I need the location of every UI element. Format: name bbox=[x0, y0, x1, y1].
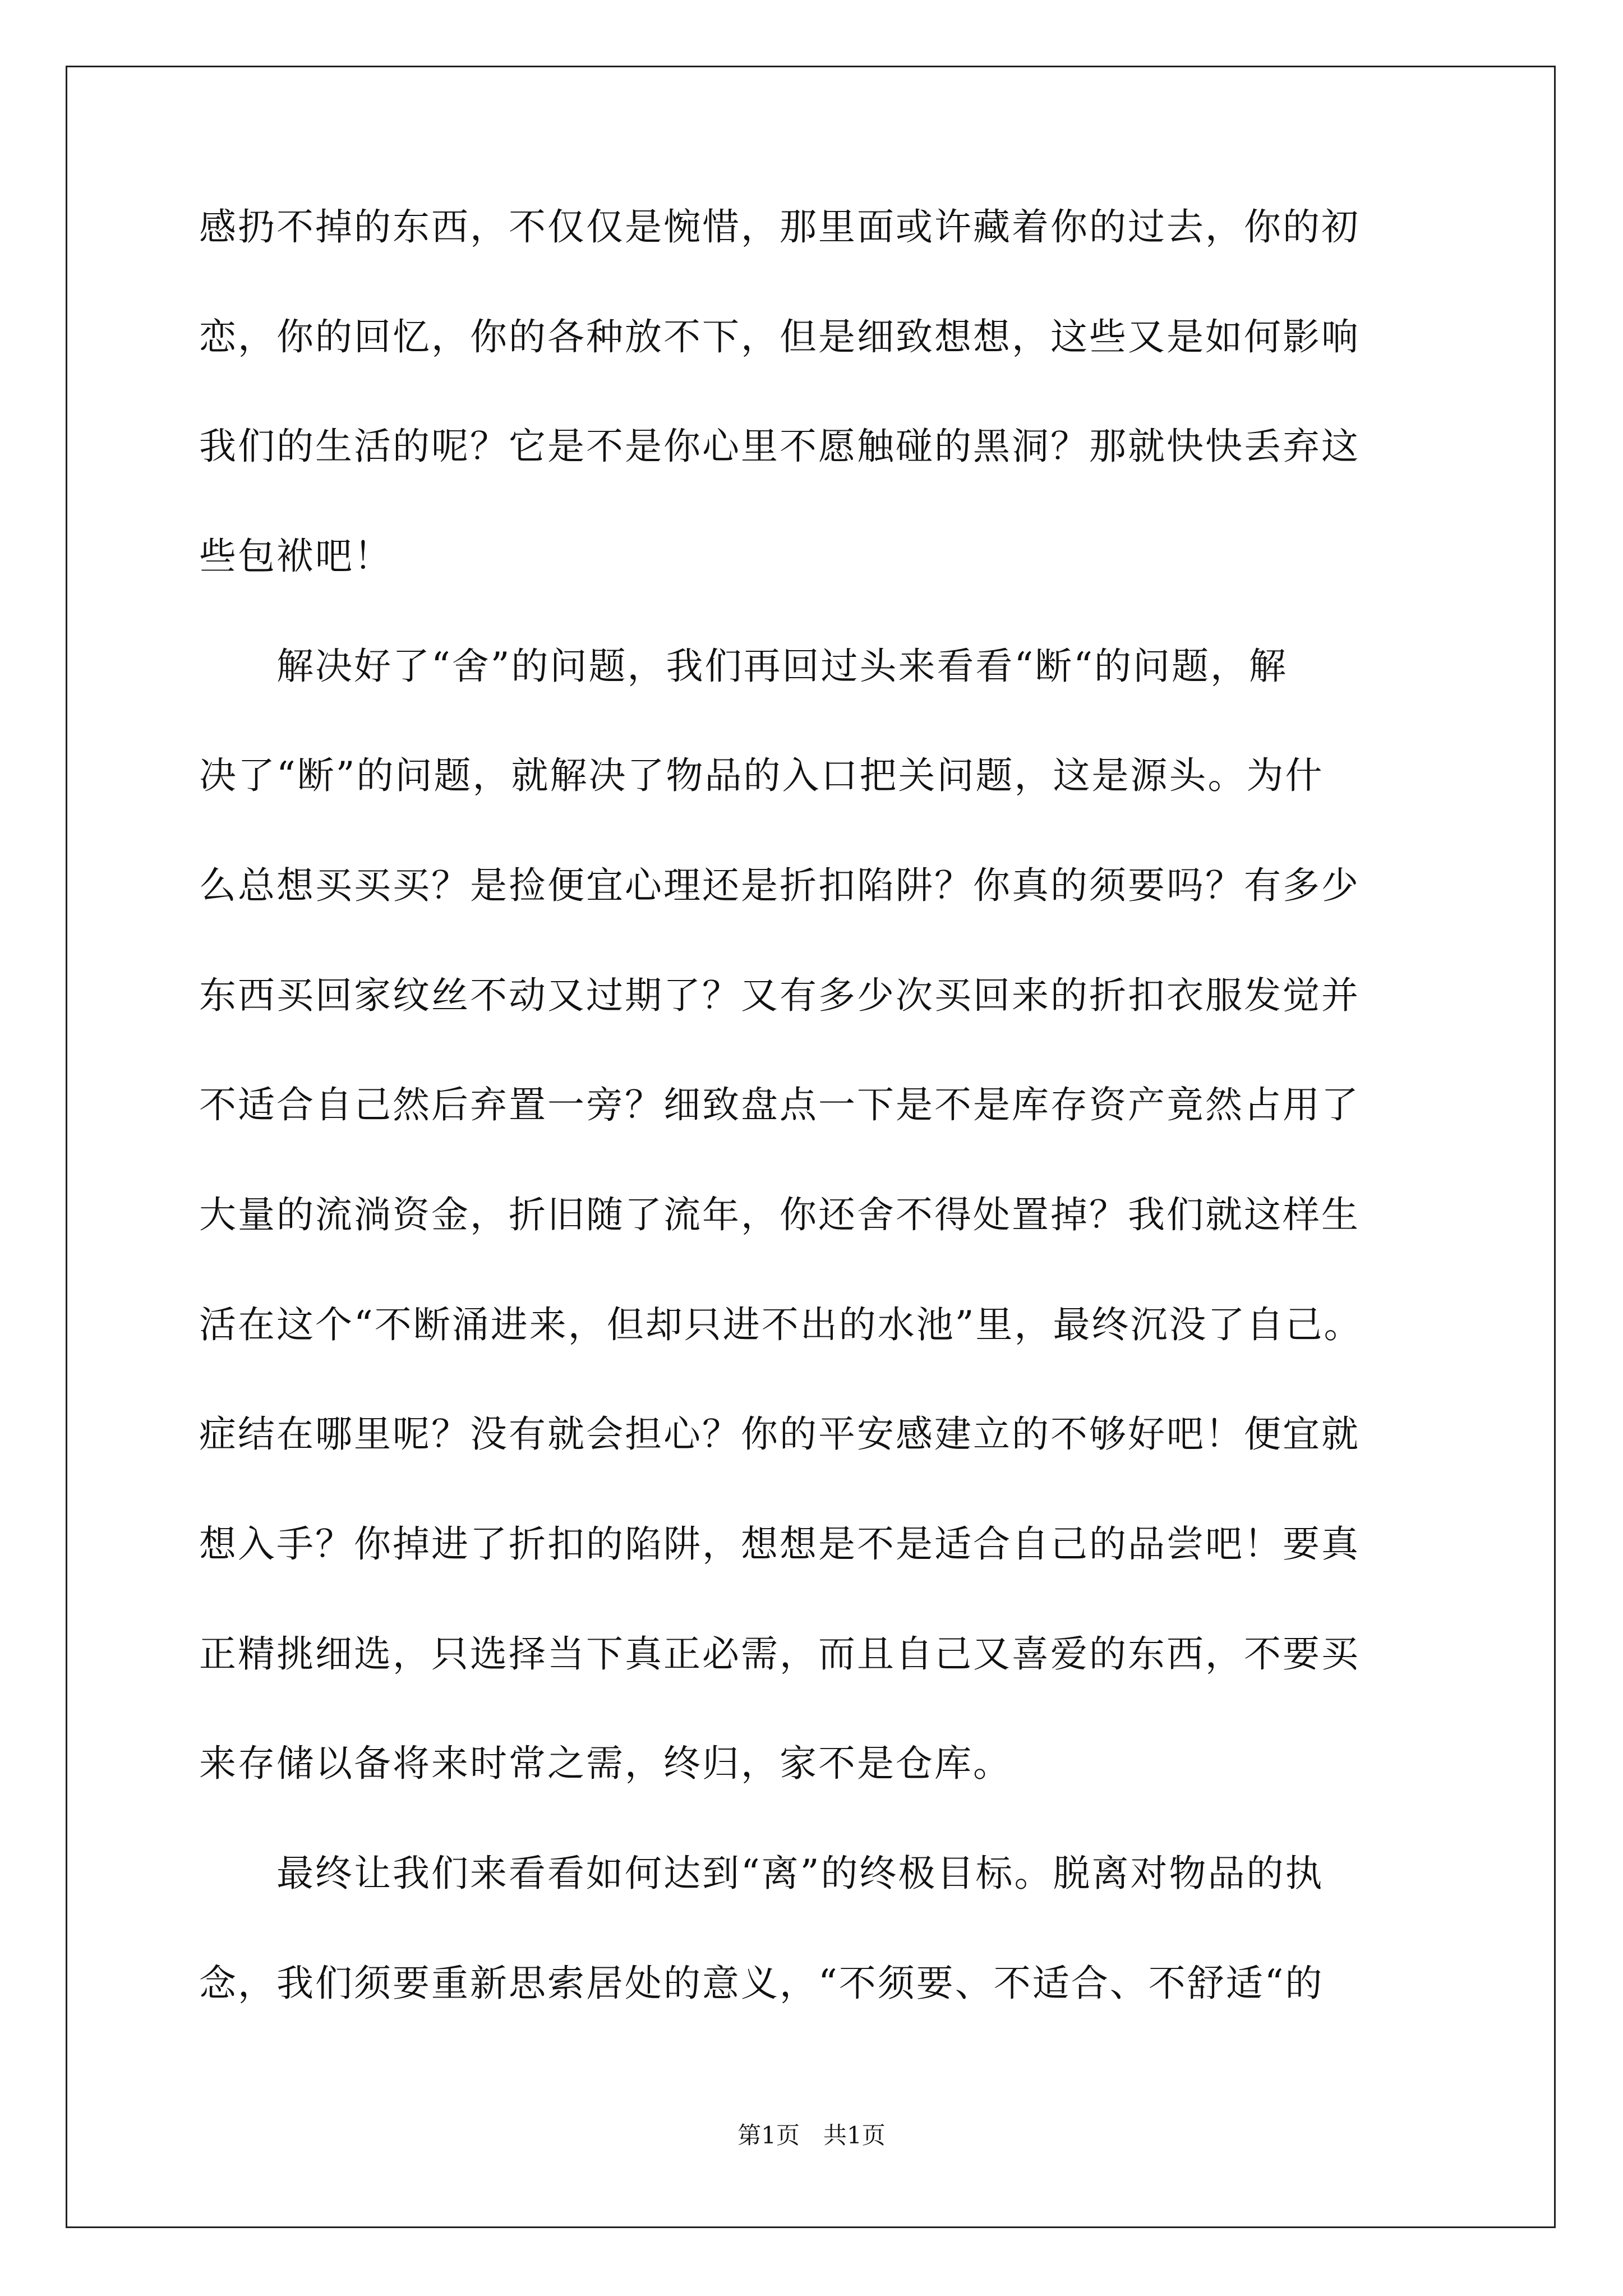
text-line: 恋，你的回忆，你的各种放不下，但是细致想想，这些又是如何影响 bbox=[199, 315, 1360, 358]
text-line: 活在这个“不断涌进来，但却只进不出的水池”里，最终沉没了自己。 bbox=[199, 1303, 1363, 1346]
text-line: 症结在哪里呢？没有就会担心？你的平安感建立的不够好吧！便宜就 bbox=[199, 1412, 1360, 1456]
text-line: 东西买回家纹丝不动又过期了？又有多少次买回来的折扣衣服发觉并 bbox=[199, 974, 1360, 1017]
text-line: 不适合自己然后弃置一旁？细致盘点一下是不是库存资产竟然占用了 bbox=[199, 1083, 1360, 1126]
text-line: 解决好了“舍”的问题，我们再回过头来看看“断“的问题，解 bbox=[199, 645, 1288, 688]
text-line: 大量的流淌资金，折旧随了流年，你还舍不得处置掉？我们就这样生 bbox=[199, 1193, 1360, 1236]
text-line: 感扔不掉的东西，不仅仅是惋惜，那里面或许藏着你的过去，你的初 bbox=[199, 205, 1360, 249]
text-line: 最终让我们来看看如何达到“离”的终极目标。脱离对物品的执 bbox=[199, 1852, 1324, 1895]
text-line: 么总想买买买？是捡便宜心理还是折扣陷阱？你真的须要吗？有多少 bbox=[199, 864, 1360, 907]
text-line: 来存储以备将来时常之需，终归，家不是仓库。 bbox=[199, 1742, 1012, 1785]
text-line: 念，我们须要重新思索居处的意义，“不须要、不适合、不舒适“的 bbox=[199, 1962, 1324, 2005]
text-line: 决了“断”的问题，就解决了物品的入口把关问题，这是源头。为什 bbox=[199, 754, 1324, 797]
text-line: 正精挑细选，只选择当下真正必需，而且自己又喜爱的东西，不要买 bbox=[199, 1632, 1360, 1676]
page-border bbox=[66, 66, 1556, 2228]
text-line: 我们的生活的呢？它是不是你心里不愿触碰的黑洞？那就快快丢弃这 bbox=[199, 425, 1360, 468]
page-number: 第1页 共1页 bbox=[737, 2122, 886, 2149]
text-line: 些包袱吧！ bbox=[199, 535, 393, 578]
text-line: 想入手？你掉进了折扣的陷阱，想想是不是适合自己的品尝吧！要真 bbox=[199, 1522, 1360, 1566]
